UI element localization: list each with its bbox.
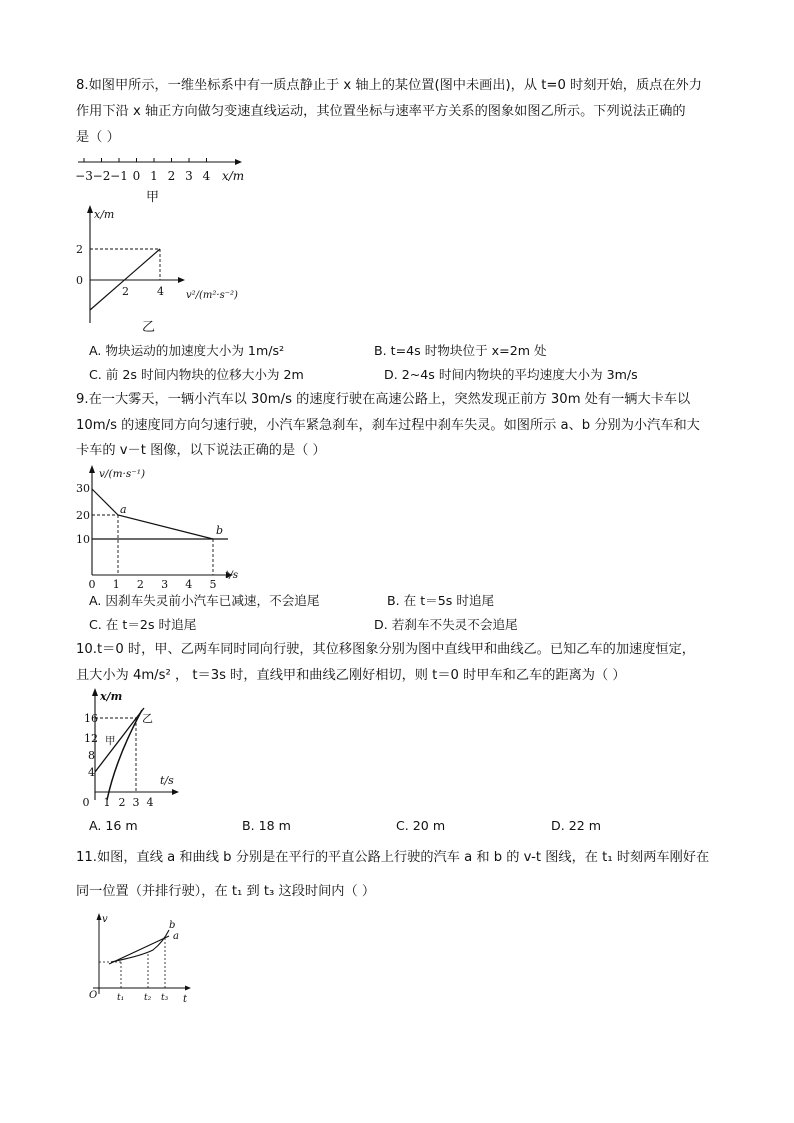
y-axis-arrow	[87, 205, 93, 213]
line-a-car	[92, 489, 213, 539]
q8-option-d: D. 2~4s 时间内物块的平均速度大小为 3m/s	[384, 367, 638, 382]
x-tick-label: 4	[185, 578, 193, 591]
curve-b	[111, 930, 169, 962]
x-tick-label: 1	[103, 796, 111, 809]
y-axis-arrow	[92, 688, 98, 696]
label-b: b	[169, 920, 176, 931]
x-tick-label: 2	[136, 578, 144, 591]
y-axis-label: v	[102, 914, 108, 925]
q8-text-line2: 作用下沿 x 轴正方向做匀变速直线运动，其位置坐标与速率平方关系的图象如图乙所示。下列说法正确的	[76, 104, 686, 119]
y-axis-label: x/m	[94, 208, 115, 221]
y-axis-label: v/(m·s⁻¹)	[99, 468, 146, 480]
line-a	[109, 936, 169, 964]
label-jia: 甲	[105, 735, 116, 747]
q9-graph-figure	[70, 465, 250, 591]
x-axis-label: t/s	[225, 569, 239, 581]
y-tick-16: 16	[84, 712, 98, 725]
q10-option-c: C. 20 m	[396, 818, 446, 833]
q9-text-line2: 10m/s 的速度同方向匀速行驶，小汽车紧急刹车，刹车过程中刹车失灵。如图所示 a、b 分别为小汽车和大	[76, 418, 700, 433]
x-tick-label: 5	[209, 578, 217, 591]
curve-yi	[107, 710, 142, 800]
q9-option-c: C. 在 t＝2s 时追尾	[89, 617, 197, 632]
y-axis-arrow	[89, 465, 95, 473]
y-tick-12: 12	[84, 732, 98, 745]
q8-number-line-figure	[70, 150, 260, 200]
q9-option-b: B. 在 t＝5s 时追尾	[387, 593, 495, 608]
q9-text-line3: 卡车的 v－t 图像，以下说法正确的是（ ）	[76, 443, 326, 458]
y-tick-10: 10	[76, 533, 90, 546]
q9-text-line1: 9.在一大雾天，一辆小汽车以 30m/s 的速度行驶在高速公路上，突然发现正前方 30m 处有一辆大卡车以	[76, 392, 691, 407]
x-tick-4: 4	[157, 285, 164, 298]
q8-figure-jia-caption: 甲	[146, 190, 160, 205]
x-tick-t1: t₁	[117, 993, 125, 1003]
x-axis-arrow	[178, 277, 185, 283]
x-axis-arrow	[172, 789, 179, 795]
x-tick-2: 2	[122, 285, 129, 298]
number-line-tick-label: 4	[202, 169, 211, 183]
q8-option-c: C. 前 2s 时间内物块的位移大小为 2m	[89, 367, 304, 382]
y-tick-2: 2	[76, 243, 83, 256]
q8-option-a: A. 物块运动的加速度大小为 1m/s²	[89, 343, 285, 358]
label-yi: 乙	[142, 712, 153, 725]
x-axis-arrow	[185, 986, 191, 991]
q11-graph-figure	[85, 912, 200, 1004]
x-tick-label: 0	[88, 578, 96, 591]
x-tick-t2: t₂	[144, 993, 152, 1003]
number-line-tick-label: 0	[132, 169, 141, 183]
y-tick-20: 20	[76, 509, 90, 522]
y-axis-label: x/m	[100, 690, 123, 703]
q8-text-line1: 8.如图甲所示，一维坐标系中有一质点静止于 x 轴上的某位置(图中未画出)，从 t=0 时刻开始，质点在外力	[76, 78, 702, 93]
y-tick-30: 30	[76, 482, 90, 495]
q10-option-b: B. 18 m	[242, 818, 291, 833]
q10-option-a: A. 16 m	[89, 818, 138, 833]
number-line-tick-label: −2	[92, 169, 111, 183]
x-tick-label: 3	[161, 578, 169, 591]
x-tick-label: 3	[132, 796, 140, 809]
number-line-tick-label: −3	[75, 169, 93, 183]
q10-graph-figure	[80, 688, 200, 810]
x-tick-label: 4	[146, 796, 154, 809]
q11-text-line2: 同一位置（并排行驶），在 t₁ 到 t₃ 这段时间内（ ）	[76, 884, 376, 899]
q8-text-line3: 是（ ）	[76, 130, 120, 145]
q8-option-b: B. t=4s 时物块位于 x=2m 处	[374, 343, 547, 358]
y-tick-0: 0	[76, 274, 83, 287]
q9-option-d: D. 若刹车不失灵不会追尾	[374, 617, 518, 632]
q9-option-a: A. 因刹车失灵前小汽车已减速，不会追尾	[89, 593, 320, 608]
number-line-arrow	[235, 159, 242, 165]
x-tick-label: 0	[82, 796, 90, 809]
number-line-tick-label: −1	[110, 169, 128, 183]
q8-figure-yi-caption: 乙	[142, 320, 156, 335]
label-a: a	[120, 503, 127, 516]
q10-text-line1: 10.t＝0 时，甲、乙两车同时同向行驶，其位移图象分别为图中直线甲和曲线乙。已知乙车的加速度恒定，	[76, 642, 695, 657]
x-tick-label: 2	[118, 796, 126, 809]
q10-option-d: D. 22 m	[551, 818, 601, 833]
number-line-tick-label: 2	[167, 169, 176, 183]
y-tick-4: 4	[88, 766, 95, 779]
y-axis-arrow	[97, 913, 102, 920]
label-b: b	[216, 524, 224, 537]
x-axis-label: t/s	[160, 774, 174, 787]
x-tick-label: 1	[112, 578, 120, 591]
x-axis-label: t	[183, 994, 188, 1005]
label-a: a	[173, 931, 179, 942]
x-tick-t3: t₃	[161, 993, 169, 1003]
number-line-tick-label: 1	[150, 169, 158, 183]
x-axis-label: v²/(m²·s⁻²)	[186, 290, 238, 301]
y-tick-8: 8	[88, 749, 95, 762]
number-line-tick-label: 3	[185, 169, 193, 183]
q11-text-line1: 11.如图，直线 a 和曲线 b 分别是在平行的平直公路上行驶的汽车 a 和 b 的 v-t 图线，在 t₁ 时刻两车刚好在	[76, 850, 710, 865]
q10-text-line2: 且大小为 4m/s² ， t＝3s 时，直线甲和曲线乙刚好相切，则 t＝0 时甲车和乙车的距离为（ ）	[76, 668, 626, 683]
number-line-label: x/m	[222, 169, 245, 183]
origin-label: O	[89, 990, 98, 1001]
q8-graph-figure	[70, 205, 260, 325]
